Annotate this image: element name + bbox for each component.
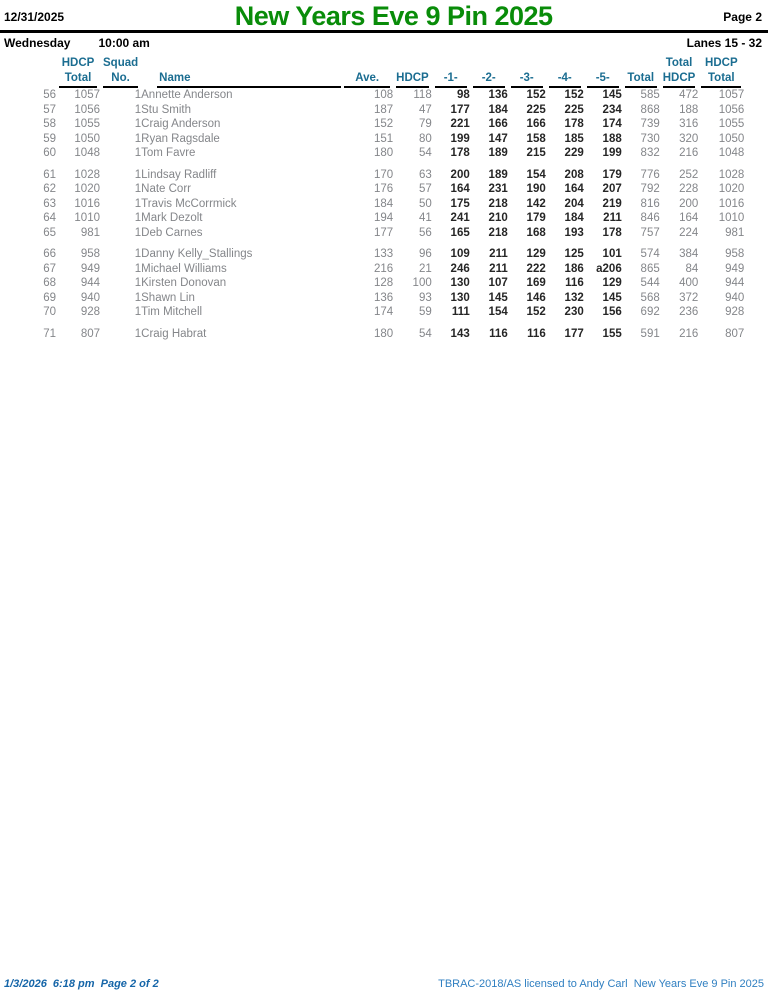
cell-ave: 194 — [373, 212, 394, 224]
cell-name: Stu Smith — [141, 103, 191, 116]
cell-game2: 210 — [488, 212, 508, 224]
cell-hdcp-total-2: 981 — [725, 226, 745, 239]
table-row — [16, 305, 744, 320]
cell-game3: 225 — [526, 103, 546, 116]
cell-game5: 211 — [603, 212, 622, 224]
cell-total: 585 — [640, 89, 660, 101]
cell-name: Michael Williams — [141, 262, 227, 275]
cell-name: Tom Favre — [141, 147, 196, 159]
cell-game4: 184 — [564, 212, 584, 224]
cell-game3: 142 — [526, 197, 546, 210]
cell-squad-no: 1 — [134, 168, 142, 181]
cell-hdcp-total: 944 — [80, 277, 100, 289]
cell-total-hdcp: 316 — [679, 118, 699, 130]
col-header-game4: -4- — [546, 56, 584, 88]
cell-place: 68 — [43, 277, 56, 289]
cell-game5: 219 — [602, 197, 622, 210]
cell-game1: 200 — [450, 168, 470, 181]
cell-game5: 129 — [602, 277, 622, 289]
cell-ave: 170 — [373, 168, 394, 181]
table-row — [16, 117, 744, 132]
cell-hdcp-total: 1056 — [74, 103, 100, 116]
table-row — [16, 168, 744, 183]
cell-total-hdcp: 228 — [679, 183, 699, 195]
cell-total-hdcp: 164 — [679, 212, 699, 224]
cell-place: 57 — [43, 103, 56, 116]
cell-squad-no: 1 — [134, 262, 142, 275]
cell-hdcp: 93 — [418, 291, 432, 304]
cell-total: 568 — [640, 291, 660, 304]
cell-game2: 189 — [488, 147, 508, 159]
footer-print-info: 1/3/2026 6:18 pm Page 2 of 2 — [4, 978, 159, 990]
table-row — [16, 146, 744, 161]
cell-game1: 241 — [450, 212, 470, 224]
cell-game2: 211 — [489, 262, 508, 275]
table-header-row — [16, 56, 744, 88]
cell-game3: 215 — [526, 147, 546, 159]
cell-hdcp-total: 949 — [80, 262, 100, 275]
cell-total: 865 — [640, 262, 660, 275]
cell-ave: 136 — [373, 291, 394, 304]
cell-name: Ryan Ragsdale — [141, 132, 220, 145]
cell-ave: 151 — [373, 132, 394, 145]
cell-hdcp-total: 1050 — [74, 132, 100, 145]
cell-hdcp-total-2: 1056 — [718, 103, 745, 116]
col-header-name: Name — [141, 56, 341, 88]
standings-table — [16, 56, 744, 341]
cell-ave: 152 — [373, 118, 394, 130]
cell-hdcp: 63 — [418, 168, 432, 181]
cell-game4: 132 — [564, 291, 584, 304]
cell-squad-no: 1 — [134, 147, 142, 159]
cell-name: Shawn Lin — [141, 291, 195, 304]
cell-squad-no: 1 — [134, 132, 142, 145]
cell-game1: 221 — [450, 118, 470, 130]
cell-ave: 128 — [373, 277, 394, 289]
cell-hdcp-total-2: 949 — [725, 262, 745, 275]
col-header-hdcp-total: HDCP Total — [56, 56, 100, 88]
cell-hdcp-total: 1016 — [74, 197, 100, 210]
cell-game4: 225 — [564, 103, 584, 116]
cell-game3: 154 — [526, 168, 546, 181]
cell-total: 757 — [640, 226, 660, 239]
cell-game2: 107 — [488, 277, 508, 289]
cell-hdcp: 80 — [418, 132, 432, 145]
cell-total: 544 — [640, 277, 660, 289]
page-number-label: Page 2 — [723, 10, 762, 24]
table-row — [16, 197, 744, 212]
cell-hdcp-total: 940 — [80, 291, 100, 304]
cell-game4: 204 — [564, 197, 584, 210]
cell-game3: 169 — [526, 277, 546, 289]
cell-name: Deb Carnes — [141, 226, 203, 239]
cell-ave: 133 — [373, 248, 394, 260]
group-spacer — [16, 320, 744, 327]
col-header-hdcp-total-2: HDCP Total — [698, 56, 744, 88]
cell-total: 816 — [640, 197, 660, 210]
results-tbody — [16, 88, 744, 341]
cell-total-hdcp: 188 — [679, 103, 699, 116]
cell-squad-no: 1 — [134, 291, 142, 304]
table-row — [16, 211, 744, 226]
cell-hdcp-total: 1028 — [74, 168, 100, 181]
cell-game3: 152 — [526, 306, 546, 318]
table-row — [16, 226, 744, 241]
cell-place: 65 — [43, 226, 56, 239]
cell-name: Annette Anderson — [141, 89, 233, 101]
cell-total: 692 — [640, 306, 660, 318]
cell-game3: 116 — [527, 327, 546, 340]
lanes-label: Lanes 15 - 32 — [686, 36, 762, 50]
cell-place: 66 — [43, 248, 56, 260]
table-row — [16, 88, 744, 103]
cell-game3: 146 — [526, 291, 546, 304]
cell-total-hdcp: 372 — [679, 291, 699, 304]
cell-game3: 152 — [526, 89, 546, 101]
cell-game5: 188 — [602, 132, 622, 145]
cell-squad-no: 1 — [134, 118, 142, 130]
cell-hdcp-total: 958 — [80, 248, 100, 260]
cell-game4: 229 — [564, 147, 584, 159]
cell-game1: 130 — [450, 277, 470, 289]
cell-game5: a206 — [596, 262, 622, 275]
cell-game3: 168 — [526, 226, 546, 239]
cell-game3: 158 — [526, 132, 546, 145]
col-header-game5: -5- — [584, 56, 622, 88]
cell-name: Craig Habrat — [141, 327, 207, 340]
cell-place: 61 — [43, 168, 56, 181]
cell-name: Tim Mitchell — [141, 306, 203, 318]
cell-ave: 216 — [373, 262, 394, 275]
cell-ave: 174 — [373, 306, 394, 318]
table-row — [16, 182, 744, 197]
cell-total-hdcp: 320 — [679, 132, 699, 145]
cell-hdcp-total-2: 1020 — [718, 183, 745, 195]
cell-squad-no: 1 — [134, 103, 142, 116]
cell-game2: 154 — [488, 306, 508, 318]
cell-name: Mark Dezolt — [141, 212, 203, 224]
cell-total: 792 — [640, 183, 660, 195]
cell-hdcp-total: 981 — [80, 226, 100, 239]
table-row — [16, 132, 744, 147]
cell-hdcp: 96 — [418, 248, 432, 260]
col-header-game3: -3- — [508, 56, 546, 88]
cell-place: 67 — [43, 262, 56, 275]
cell-hdcp: 41 — [418, 212, 432, 224]
cell-place: 64 — [43, 212, 56, 224]
cell-hdcp-total-2: 928 — [725, 306, 745, 318]
cell-hdcp: 50 — [418, 197, 432, 210]
cell-total-hdcp: 400 — [679, 277, 699, 289]
cell-game3: 190 — [526, 183, 546, 195]
cell-game2: 136 — [488, 89, 508, 101]
cell-game3: 129 — [526, 248, 546, 260]
cell-game1: 165 — [450, 226, 470, 239]
cell-game5: 178 — [602, 226, 622, 239]
group-spacer — [16, 240, 744, 247]
cell-total-hdcp: 216 — [679, 327, 699, 340]
cell-total: 868 — [640, 103, 660, 116]
cell-place: 63 — [43, 197, 56, 210]
cell-game4: 152 — [564, 89, 584, 101]
cell-name: Danny Kelly_Stallings — [141, 248, 253, 260]
cell-game5: 234 — [602, 103, 622, 116]
table-row — [16, 247, 744, 262]
cell-total-hdcp: 384 — [679, 248, 699, 260]
cell-game2: 184 — [488, 103, 508, 116]
cell-game4: 185 — [564, 132, 584, 145]
cell-hdcp-total-2: 944 — [725, 277, 745, 289]
cell-game4: 164 — [564, 183, 584, 195]
cell-place: 58 — [43, 118, 56, 130]
cell-hdcp-total: 1010 — [74, 212, 100, 224]
cell-place: 56 — [43, 89, 56, 101]
cell-hdcp-total: 1057 — [74, 89, 100, 101]
cell-game4: 178 — [564, 118, 584, 130]
cell-game5: 199 — [602, 147, 622, 159]
session-time: 10:00 am — [98, 36, 150, 50]
table-row — [16, 103, 744, 118]
session-day-time — [4, 36, 178, 50]
cell-game4: 230 — [564, 306, 584, 318]
cell-hdcp-total-2: 1055 — [718, 118, 745, 130]
cell-game2: 231 — [488, 183, 508, 195]
cell-game2: 218 — [488, 197, 508, 210]
cell-game1: 111 — [451, 306, 470, 318]
cell-name: Travis McCorrmick — [141, 197, 237, 210]
cell-total: 739 — [640, 118, 660, 130]
footer-license-info: TBRAC-2018/AS licensed to Andy Carl New Years Eve 9 Pin 2025 — [438, 978, 764, 990]
report-header — [0, 0, 768, 30]
cell-game5: 145 — [602, 89, 622, 101]
cell-game2: 166 — [488, 118, 508, 130]
cell-game5: 155 — [602, 327, 622, 340]
cell-game1: 178 — [450, 147, 470, 159]
cell-total: 591 — [640, 327, 660, 340]
cell-place: 59 — [43, 132, 56, 145]
cell-hdcp-total: 928 — [80, 306, 100, 318]
cell-game1: 130 — [450, 291, 470, 304]
cell-game1: 199 — [450, 132, 470, 145]
col-header-total: Total — [622, 56, 660, 88]
session-day: Wednesday — [4, 36, 71, 50]
cell-hdcp: 47 — [418, 103, 432, 116]
cell-name: Lindsay Radliff — [141, 168, 217, 181]
page-title: New Years Eve 9 Pin 2025 — [234, 1, 553, 31]
cell-game5: 145 — [602, 291, 622, 304]
cell-game4: 186 — [564, 262, 584, 275]
session-bar — [0, 33, 768, 50]
cell-total: 730 — [640, 132, 660, 145]
cell-name: Kirsten Donovan — [141, 277, 227, 289]
col-header-total-hdcp: Total HDCP — [660, 56, 699, 88]
cell-game1: 164 — [450, 183, 470, 195]
cell-hdcp: 100 — [412, 277, 432, 289]
cell-hdcp-total-2: 807 — [725, 327, 745, 340]
table-row — [16, 276, 744, 291]
cell-hdcp: 21 — [418, 262, 432, 275]
cell-ave: 108 — [373, 89, 394, 101]
cell-hdcp: 59 — [418, 306, 432, 318]
cell-place: 60 — [43, 147, 56, 159]
cell-game2: 145 — [488, 291, 508, 304]
cell-game2: 218 — [488, 226, 508, 239]
cell-game5: 101 — [602, 248, 622, 260]
cell-game4: 208 — [564, 168, 584, 181]
col-header-game2: -2- — [470, 56, 508, 88]
cell-total: 574 — [640, 248, 660, 260]
report-date: 12/31/2025 — [4, 10, 65, 24]
col-header-ave: Ave. — [341, 56, 393, 88]
cell-game1: 98 — [456, 89, 470, 101]
group-spacer — [16, 161, 744, 168]
cell-game3: 179 — [526, 212, 546, 224]
cell-game2: 147 — [488, 132, 508, 145]
cell-game5: 174 — [602, 118, 622, 130]
cell-place: 62 — [43, 183, 56, 195]
cell-hdcp-total: 1048 — [74, 147, 100, 159]
cell-total-hdcp: 84 — [685, 262, 699, 275]
cell-total: 846 — [640, 212, 660, 224]
cell-ave: 187 — [373, 103, 394, 116]
table-row — [16, 262, 744, 277]
cell-total: 776 — [640, 168, 660, 181]
cell-hdcp-total: 1020 — [74, 183, 100, 195]
cell-squad-no: 1 — [134, 248, 142, 260]
cell-hdcp: 56 — [418, 226, 432, 239]
cell-place: 69 — [43, 291, 56, 304]
cell-squad-no: 1 — [134, 327, 142, 340]
cell-ave: 184 — [373, 197, 394, 210]
cell-hdcp: 118 — [413, 89, 432, 101]
cell-game5: 207 — [602, 183, 622, 195]
cell-game1: 109 — [450, 248, 470, 260]
cell-place: 71 — [43, 327, 56, 340]
cell-game1: 177 — [450, 103, 470, 116]
cell-game3: 222 — [526, 262, 546, 275]
report-footer — [4, 978, 764, 990]
cell-hdcp: 54 — [418, 327, 432, 340]
col-header-squad-no: Squad No. — [100, 56, 141, 88]
cell-hdcp: 54 — [418, 147, 432, 159]
cell-name: Nate Corr — [141, 183, 191, 195]
cell-squad-no: 1 — [134, 183, 142, 195]
cell-hdcp-total: 807 — [80, 327, 100, 340]
cell-game4: 177 — [564, 327, 584, 340]
cell-squad-no: 1 — [134, 212, 142, 224]
cell-ave: 180 — [373, 327, 394, 340]
cell-total: 832 — [640, 147, 660, 159]
cell-hdcp-total: 1055 — [74, 118, 100, 130]
cell-squad-no: 1 — [134, 89, 142, 101]
cell-game2: 116 — [489, 327, 508, 340]
cell-game4: 125 — [564, 248, 584, 260]
cell-total-hdcp: 224 — [679, 226, 699, 239]
cell-game5: 179 — [602, 168, 622, 181]
cell-hdcp-total-2: 1016 — [718, 197, 745, 210]
cell-hdcp: 57 — [418, 183, 432, 195]
cell-game2: 211 — [489, 248, 508, 260]
cell-hdcp-total-2: 1028 — [718, 168, 745, 181]
cell-total-hdcp: 216 — [679, 147, 699, 159]
cell-hdcp-total-2: 1048 — [718, 147, 745, 159]
cell-game5: 156 — [602, 306, 622, 318]
cell-total-hdcp: 252 — [679, 168, 699, 181]
cell-hdcp-total-2: 1057 — [718, 89, 745, 101]
cell-game3: 166 — [526, 118, 546, 130]
cell-place: 70 — [43, 306, 56, 318]
cell-ave: 180 — [373, 147, 394, 159]
cell-hdcp-total-2: 1050 — [718, 132, 745, 145]
cell-ave: 177 — [373, 226, 394, 239]
cell-squad-no: 1 — [134, 306, 142, 318]
col-header-game1: -1- — [432, 56, 470, 88]
cell-hdcp-total-2: 1010 — [718, 212, 745, 224]
cell-total-hdcp: 200 — [679, 197, 699, 210]
cell-squad-no: 1 — [134, 226, 142, 239]
cell-squad-no: 1 — [134, 277, 142, 289]
cell-ave: 176 — [373, 183, 394, 195]
col-header-place — [16, 56, 56, 88]
cell-hdcp-total-2: 958 — [725, 248, 745, 260]
cell-game1: 175 — [450, 197, 470, 210]
cell-hdcp-total-2: 940 — [725, 291, 745, 304]
table-row — [16, 291, 744, 306]
col-header-hdcp: HDCP — [393, 56, 432, 88]
cell-game1: 143 — [450, 327, 470, 340]
cell-game1: 246 — [450, 262, 470, 275]
cell-name: Craig Anderson — [141, 118, 221, 130]
cell-squad-no: 1 — [134, 197, 142, 210]
cell-total-hdcp: 472 — [679, 89, 699, 101]
table-row — [16, 327, 744, 342]
cell-game4: 116 — [565, 277, 584, 289]
cell-total-hdcp: 236 — [679, 306, 699, 318]
cell-game4: 193 — [564, 226, 584, 239]
cell-game2: 189 — [488, 168, 508, 181]
cell-hdcp: 79 — [418, 118, 432, 130]
